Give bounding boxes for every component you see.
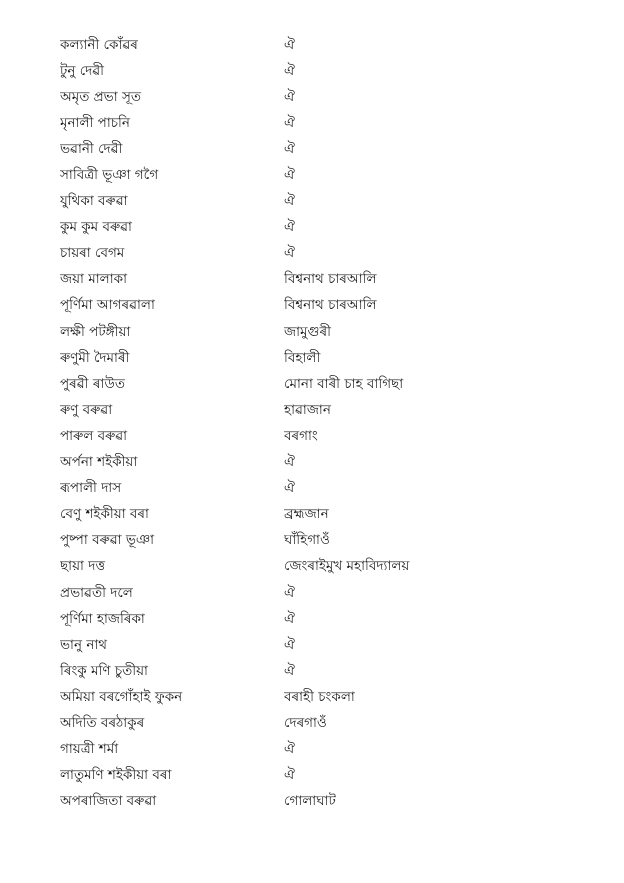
person-name: অপৰাজিতা বৰুৱা: [60, 793, 157, 810]
person-name: লাতুমণি শইকীয়া বৰা: [60, 767, 172, 784]
list-item: [60, 763, 600, 789]
person-name: পুৰৱী ৰাউত: [60, 375, 125, 392]
place-name: গোলাঘাট: [284, 793, 336, 810]
list-item: [60, 345, 600, 371]
list-item: [60, 606, 600, 632]
place-name: বিহালী: [284, 349, 321, 366]
person-name: ছায়া দত্ত: [60, 558, 106, 575]
person-name: প্ৰভাৱতী দলে: [60, 584, 133, 601]
list-item: [60, 528, 600, 554]
person-name: পাৰুল বৰুৱা: [60, 427, 128, 444]
list-item: [60, 189, 600, 215]
person-name: কল্যানী কোঁৱৰ: [60, 36, 138, 53]
place-name: হাৱাজান: [284, 401, 331, 418]
place-name: ঐ: [284, 584, 295, 601]
person-name: যুথিকা বৰুৱা: [60, 193, 128, 210]
list-item: [60, 710, 600, 736]
list-item: [60, 241, 600, 267]
place-name: বৰগাং: [284, 427, 318, 444]
person-name: চায়ৰা বেগম: [60, 245, 125, 262]
person-name: অমিয়া বৰগোঁহাই ফুকন: [60, 688, 183, 705]
place-name: ঐ: [284, 610, 295, 627]
person-name: গায়ত্ৰী শৰ্মা: [60, 741, 119, 758]
place-name: বৰাহী চংকলা: [284, 688, 355, 705]
list-item: [60, 371, 600, 397]
list-item: [60, 215, 600, 241]
list-item: [60, 110, 600, 136]
list-item: [60, 658, 600, 684]
place-name: ঐ: [284, 662, 295, 679]
place-name: ঐ: [284, 36, 295, 53]
place-name: ঐ: [284, 167, 295, 184]
list-item: [60, 476, 600, 502]
person-name: অৰ্পনা শইকীয়া: [60, 454, 138, 471]
place-name: ঐ: [284, 193, 295, 210]
person-name: অদিতি বৰঠাকুৰ: [60, 714, 145, 731]
list-item: [60, 502, 600, 528]
place-name: ঐ: [284, 88, 295, 105]
person-name: ৰিংকু মণি চুতীয়া: [60, 662, 148, 679]
list-item: [60, 737, 600, 763]
list-item: [60, 58, 600, 84]
place-name: ঐ: [284, 245, 295, 262]
person-name: পূৰ্ণিমা হাজৰিকা: [60, 610, 145, 627]
place-name: ঐ: [284, 741, 295, 758]
list-item: [60, 632, 600, 658]
person-name: জয়া মালাকা: [60, 271, 127, 288]
person-name: ভানু নাথ: [60, 636, 108, 653]
person-name: ৰূপালী দাস: [60, 480, 122, 497]
person-name: সাবিত্ৰী ভূঞা গগৈ: [60, 167, 159, 184]
list-item: [60, 423, 600, 449]
place-name: দেৰগাওঁ: [284, 714, 327, 731]
place-name: ঐ: [284, 62, 295, 79]
person-name: ৰুণুমী দৈমাৰী: [60, 349, 130, 366]
person-name: ৰুণু বৰুৱা: [60, 401, 113, 418]
place-name: বিশ্বনাথ চাৰআলি: [284, 297, 377, 314]
list-item: [60, 319, 600, 345]
place-name: ঐ: [284, 140, 295, 157]
list-item: [60, 84, 600, 110]
person-name: টুনু দেৱী: [60, 62, 105, 79]
list-item: [60, 450, 600, 476]
list-item: [60, 580, 600, 606]
place-name: ঐ: [284, 454, 295, 471]
person-name: ভৱানী দেৱী: [60, 140, 123, 157]
place-name: ঐ: [284, 114, 295, 131]
place-name: ঘাঁহিগাওঁ: [284, 532, 330, 549]
list-item: [60, 293, 600, 319]
person-name: পূৰ্ণিমা আগৰৱালা: [60, 297, 155, 314]
person-name: কুম কুম বৰুৱা: [60, 219, 132, 236]
place-name: ঐ: [284, 636, 295, 653]
person-name: বেণু শইকীয়া বৰা: [60, 506, 149, 523]
place-name: জেংৰাইমুখ মহাবিদ্যালয়: [284, 558, 410, 575]
person-name: লক্ষী পটঙ্গীয়া: [60, 323, 131, 340]
list-item: [60, 684, 600, 710]
list-item: [60, 554, 600, 580]
list-item: [60, 267, 600, 293]
person-name: মৃনালী পাচনি: [60, 114, 130, 131]
place-name: মোনা বাৰী চাহ বাগিছা: [284, 375, 404, 392]
person-name: অমৃত প্ৰভা সূত: [60, 88, 141, 105]
place-name: বিশ্বনাথ চাৰআলি: [284, 271, 377, 288]
list-item: [60, 32, 600, 58]
place-name: ঐ: [284, 480, 295, 497]
name-place-list: [60, 32, 600, 815]
list-item: [60, 789, 600, 815]
list-item: [60, 136, 600, 162]
list-item: [60, 162, 600, 188]
person-name: পুষ্পা বৰুৱা ভূঞা: [60, 532, 155, 549]
list-item: [60, 397, 600, 423]
place-name: ব্ৰহ্মজান: [284, 506, 329, 523]
place-name: ঐ: [284, 767, 295, 784]
place-name: জামুগুৰী: [284, 323, 331, 340]
place-name: ঐ: [284, 219, 295, 236]
